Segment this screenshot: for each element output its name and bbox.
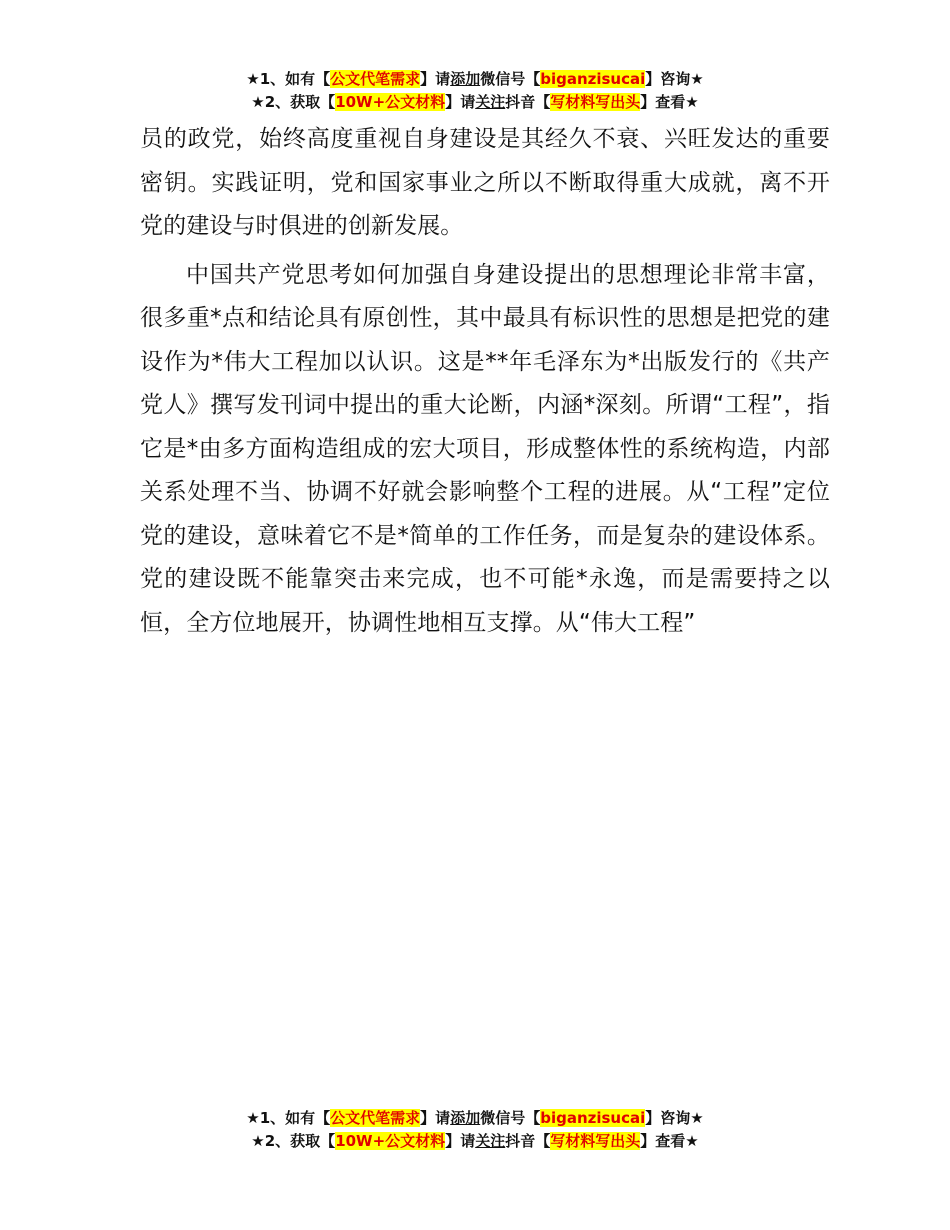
- banner-line-2: ★2、获取【10W+公文材料】请关注抖音【写材料写出头】查看★: [251, 1132, 699, 1150]
- highlight-service: 公文代笔需求: [330, 1109, 421, 1127]
- wechat-id: biganzisucai: [540, 70, 646, 88]
- banner-line-1: ★1、如有【公文代笔需求】请添加微信号【biganzisucai】咨询★: [246, 70, 704, 88]
- douyin-account: 写材料写出头: [550, 93, 641, 111]
- douyin-account: 写材料写出头: [550, 1132, 641, 1150]
- wechat-id: biganzisucai: [540, 1109, 646, 1127]
- highlight-service: 公文代笔需求: [330, 70, 421, 88]
- footer-banner: [0, 1107, 950, 1153]
- paragraph: 中国共产党思考如何加强自身建设提出的思想理论非常丰富，很多重*点和结论具有原创性，其中最具有标识性的思想是把党的建设作为*伟大工程加以认识。这是**年毛泽东为*出版发行的《共产党人》撰写发刊词中提出的重大论断，内涵*深刻。所谓“工程”，指它是*由多方面构造组成的宏大项目，形成整体性的系统构造，内部关系处理不当、协调不好就会影响整个工程的进展。从“工程”定位党的建设，意味着它不是*简单的工作任务，而是复杂的建设体系。党的建设既不能靠突击来完成，也不可能*永逸，而是需要持之以恒，全方位地展开，协调性地相互支撑。从“伟大工程”: [140, 261, 830, 636]
- document-body: [140, 118, 830, 645]
- header-banner: [0, 68, 950, 114]
- paragraph-continued: 员的政党，始终高度重视自身建设是其经久不衰、兴旺发达的重要密钥。实践证明，党和国家事业之所以不断取得重大成就，离不开党的建设与时俱进的创新发展。: [140, 126, 830, 239]
- highlight-materials: 10W+公文材料: [335, 93, 446, 111]
- banner-line-1: ★1、如有【公文代笔需求】请添加微信号【biganzisucai】咨询★: [246, 1109, 704, 1127]
- highlight-materials: 10W+公文材料: [335, 1132, 446, 1150]
- banner-line-2: ★2、获取【10W+公文材料】请关注抖音【写材料写出头】查看★: [251, 93, 699, 111]
